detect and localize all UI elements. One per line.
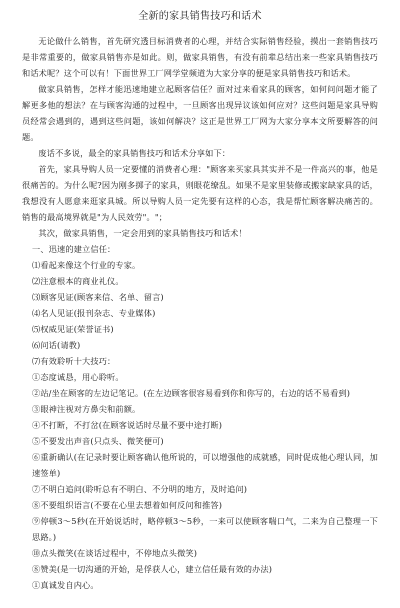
list-item: ⑦不明白追问(聆听总有不明白、不分明的地方，及时追问) (32, 484, 248, 494)
list-item: ⑵注意根本的商业礼仪。 (32, 276, 124, 286)
list-item: ⑩点头微笑(在谈话过程中，不停地点头微笑) (32, 548, 198, 558)
list-item: ⑤不要发出声音(只点头、微笑便可) (32, 436, 164, 446)
document-title: 全新的家具销售技巧和话术 (138, 11, 262, 22)
list-item: ⑷名人见证(报刊杂志、专业媒体) (32, 308, 156, 318)
list-item: ⑹问话(请教) (32, 340, 81, 350)
list-item: ①真诚发自内心。 (32, 580, 99, 590)
intro-paragraph-2: 做家具销售，怎样才能迅速地建立起顾客信任？面对过来看家具的顾客，如何问问题才能了解更多他的想法？在与顾客沟通的过程中，一旦顾客出现异议该如何应对？这些问题是家具导购员经常会遇到的，遇到这些问题，该如何解决？这正是世界工厂网为大家分享本文所要解答的问题。 (22, 84, 378, 142)
list-item: ②站/坐在顾客的左边记笔记。(在左边顾客很容易看到你和你写的，右边的话不易看到) (32, 388, 351, 398)
list-item: ④不打断，不打岔(在顾客说话时尽量不要中途打断) (32, 420, 223, 430)
list-item: ⑨停顿3～5秒(在开始说话时，略停顿3～5秒，一来可以使顾客喘口气，二来为自己整理一下思路。) (32, 516, 378, 542)
list-item: ⑴看起来像这个行业的专家。 (32, 260, 141, 270)
list-item: ⑧不要组织语言(不要在心里去想着如何反问和推答) (32, 500, 223, 510)
list-item: ⑥重新确认(在记录时要让顾客确认他所说的，可以增强他的成就感，同时促成他心理认同，加速签单) (32, 452, 378, 478)
intro-paragraph-3: 废话不多说，最全的家具销售技巧和话术分享如下： (38, 148, 231, 158)
list-item: ⑧赞美(是一切沟通的开始，是俘获人心，建立信任最有效的办法) (32, 564, 273, 574)
list-item: ⑸权威见证(荣誉证书) (32, 324, 114, 334)
list-item: ③眼神注视对方鼻尖和前额。 (32, 404, 141, 414)
intro-paragraph-1: 无论做什么销售，首先研究透目标消费者的心理，并结合实际销售经验，摸出一套销售技巧是非常重要的，做家具销售亦是如此。则，做家具销售，有没有前辈总结出来一些家具销售技巧和话术呢？这个可以有！下面世界工厂网学堂频道为大家分享的便是家具销售技巧和话术。 (22, 36, 378, 78)
intro-paragraph-5: 其次，做家具销售，一定会用到的家具销售技巧和话术！ (38, 228, 247, 238)
list-item: ⑺有效聆听十大技巧： (32, 356, 116, 366)
section-heading: 一、迅速的建立信任： (32, 244, 116, 254)
intro-paragraph-4: 首先，家具导购人员一定要懂的消费者心理："顾客来买家具其实并不是一件高兴的事，他是很痛苦的。为什么呢?因为刚多掷子的家具，则眼花缭乱。如果不是家里装修或搬家缺家具的话，我想没有人愿意来逛家具城。所以导购人员一定先要有这样的心态，我是帮忙顾客解决痛苦的。销售的最高境界就是"为人民效劳"。"； (22, 164, 378, 222)
list-item: ⑶顾客见证(顾客来信、名单、留言) (32, 292, 164, 302)
list-item: ①态度诚恳，用心聆听。 (32, 372, 124, 382)
